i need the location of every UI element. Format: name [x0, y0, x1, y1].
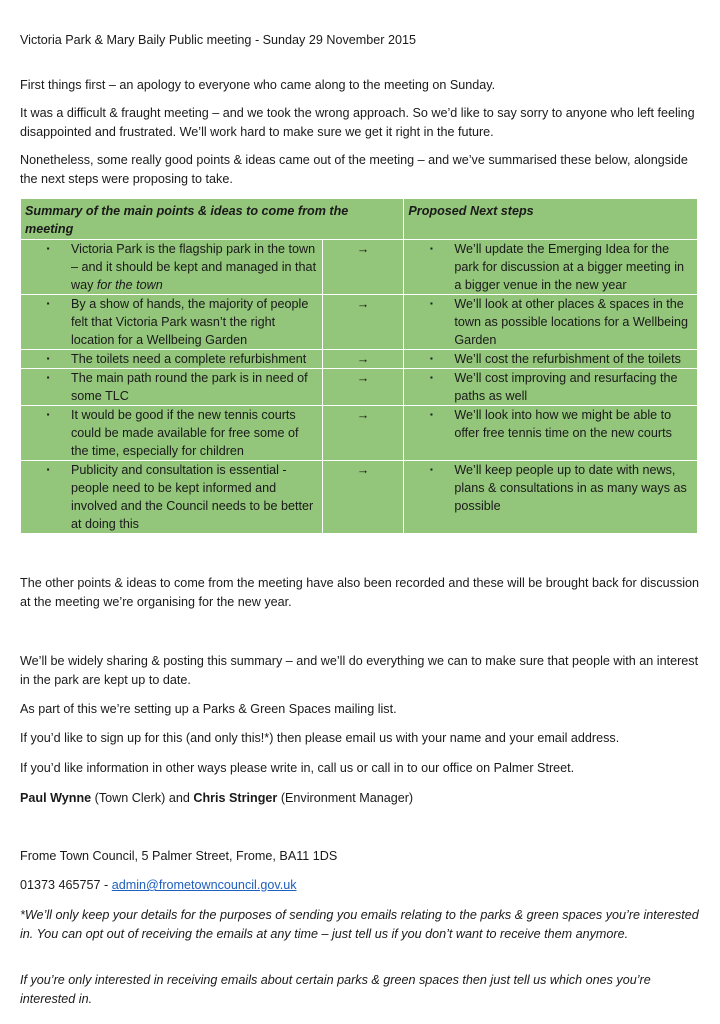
- main-point-cell: [21, 461, 323, 534]
- next-step-text: We’ll cost improving and resurfacing the paths as well: [454, 371, 678, 403]
- bullet-icon: ▪: [429, 465, 433, 474]
- phone-number: 01373 465757 -: [20, 878, 112, 892]
- council-address: Frome Town Council, 5 Palmer Street, Frome, BA11 1DS: [20, 849, 338, 863]
- next-step-text: We’ll keep people up to date with news, plans & consultations in as many ways as possible: [454, 463, 687, 513]
- bullet-icon: ▪: [429, 244, 433, 253]
- bullet-icon: ▪: [46, 354, 50, 363]
- bullet-icon: ▪: [46, 373, 50, 382]
- bullet-icon: ▪: [46, 299, 50, 308]
- next-step-cell: [404, 350, 698, 369]
- next-step-text: We’ll cost the refurbishment of the toilets: [454, 352, 681, 366]
- next-step-cell: [404, 406, 698, 461]
- table-row: [21, 295, 698, 350]
- signoff-role-1: (Town Clerk) and: [91, 791, 194, 805]
- other-ways-paragraph: If you’d like information in other ways please write in, call us or call in to our office on Palmer Street.: [20, 761, 575, 775]
- main-point-cell: [21, 240, 323, 295]
- apology-paragraph: First things first – an apology to everyone who came along to the meeting on Sunday.: [20, 78, 496, 92]
- arrow-icon: →: [322, 406, 404, 461]
- next-step-cell: [404, 240, 698, 295]
- email-link[interactable]: admin@frometowncouncil.gov.uk: [111, 878, 297, 892]
- bullet-icon: ▪: [429, 373, 433, 382]
- header-main-points: Summary of the main points & ideas to come from the meeting: [21, 199, 404, 240]
- summary-table: [20, 198, 698, 534]
- preferences-note: If you’re only interested in receiving emails about certain parks & green spaces then just tell us which ones you’re interested in.: [20, 973, 651, 1006]
- bullet-icon: ▪: [429, 299, 433, 308]
- signoff-line: [20, 789, 706, 808]
- main-point-cell: [21, 350, 323, 369]
- bullet-icon: ▪: [46, 410, 50, 419]
- summary-intro-paragraph: Nonetheless, some really good points & ideas came out of the meeting – and we’ve summarised these below, alongside the next steps were proposing to take.: [20, 153, 688, 186]
- next-step-text: We’ll update the Emerging Idea for the park for discussion at a bigger meeting in a bigger venue in the new year: [454, 242, 684, 292]
- sharing-paragraph: We’ll be widely sharing & posting this summary – and we’ll do everything we can to make sure that people with an interest in the park are kept up to date.: [20, 654, 699, 687]
- main-point-text: By a show of hands, the majority of people felt that Victoria Park wasn’t the right location for a Wellbeing Garden: [71, 297, 309, 347]
- bullet-icon: ▪: [429, 410, 433, 419]
- main-point-text: Victoria Park is the flagship park in the town – and it should be kept and managed in that way for the town: [71, 242, 317, 292]
- next-step-cell: [404, 461, 698, 534]
- table-row: [21, 240, 698, 295]
- table-header-row: [21, 199, 698, 240]
- main-point-text: Publicity and consultation is essential - people need to be kept informed and involved and the Council needs to be better at doing this: [71, 463, 314, 531]
- signoff-name-1: Paul Wynne: [20, 791, 92, 805]
- arrow-icon: →: [322, 350, 404, 369]
- arrow-icon: →: [322, 369, 404, 406]
- header-next-steps: Proposed Next steps: [404, 199, 698, 240]
- arrow-icon: →: [322, 295, 404, 350]
- main-point-cell: [21, 369, 323, 406]
- main-point-cell: [21, 406, 323, 461]
- arrow-icon: →: [322, 461, 404, 534]
- table-row: [21, 461, 698, 534]
- main-point-text: The main path round the park is in need of some TLC: [71, 371, 308, 403]
- table-body: [21, 240, 698, 534]
- next-step-cell: [404, 369, 698, 406]
- table-row: [21, 406, 698, 461]
- main-point-text: It would be good if the new tennis courts could be made available for free some of the time, especially for children: [71, 408, 299, 458]
- table-row: [21, 369, 698, 406]
- next-step-cell: [404, 295, 698, 350]
- main-point-cell: [21, 295, 323, 350]
- mailing-list-paragraph: As part of this we’re setting up a Parks & Green Spaces mailing list.: [20, 702, 397, 716]
- table-row: [21, 350, 698, 369]
- main-point-text: The toilets need a complete refurbishment: [71, 352, 307, 366]
- document-title: Victoria Park & Mary Baily Public meeting - Sunday 29 November 2015: [20, 33, 416, 47]
- approach-paragraph: It was a difficult & fraught meeting – and we took the wrong approach. So we’d like to say sorry to anyone who left feeling disappointed and frustrated. We’ll work hard to make sure we get it right in the future.: [20, 106, 695, 139]
- arrow-icon: →: [322, 240, 404, 295]
- bullet-icon: ▪: [46, 465, 50, 474]
- next-step-text: We’ll look at other places & spaces in the town as possible locations for a Wellbeing Garden: [454, 297, 688, 347]
- next-step-text: We’ll look into how we might be able to offer free tennis time on the new courts: [454, 408, 672, 440]
- sign-up-paragraph: If you’d like to sign up for this (and only this!*) then please email us with your name and your email address.: [20, 731, 620, 745]
- other-points-paragraph: The other points & ideas to come from the meeting have also been recorded and these will be brought back for discussion at the meeting we’re organising for the new year.: [20, 576, 700, 609]
- bullet-icon: ▪: [429, 354, 433, 363]
- point-emphasis: for the town: [96, 278, 163, 292]
- privacy-note: *We’ll only keep your details for the purposes of sending you emails relating to the parks & green spaces you’re interested in. You can opt out of receiving the emails at any time – just tell us if you don’t want to receive them anymore.: [20, 908, 699, 941]
- bullet-icon: ▪: [46, 244, 50, 253]
- signoff-name-2: Chris Stringer: [193, 791, 278, 805]
- signoff-role-2: (Environment Manager): [277, 791, 414, 805]
- contact-line: [20, 876, 706, 895]
